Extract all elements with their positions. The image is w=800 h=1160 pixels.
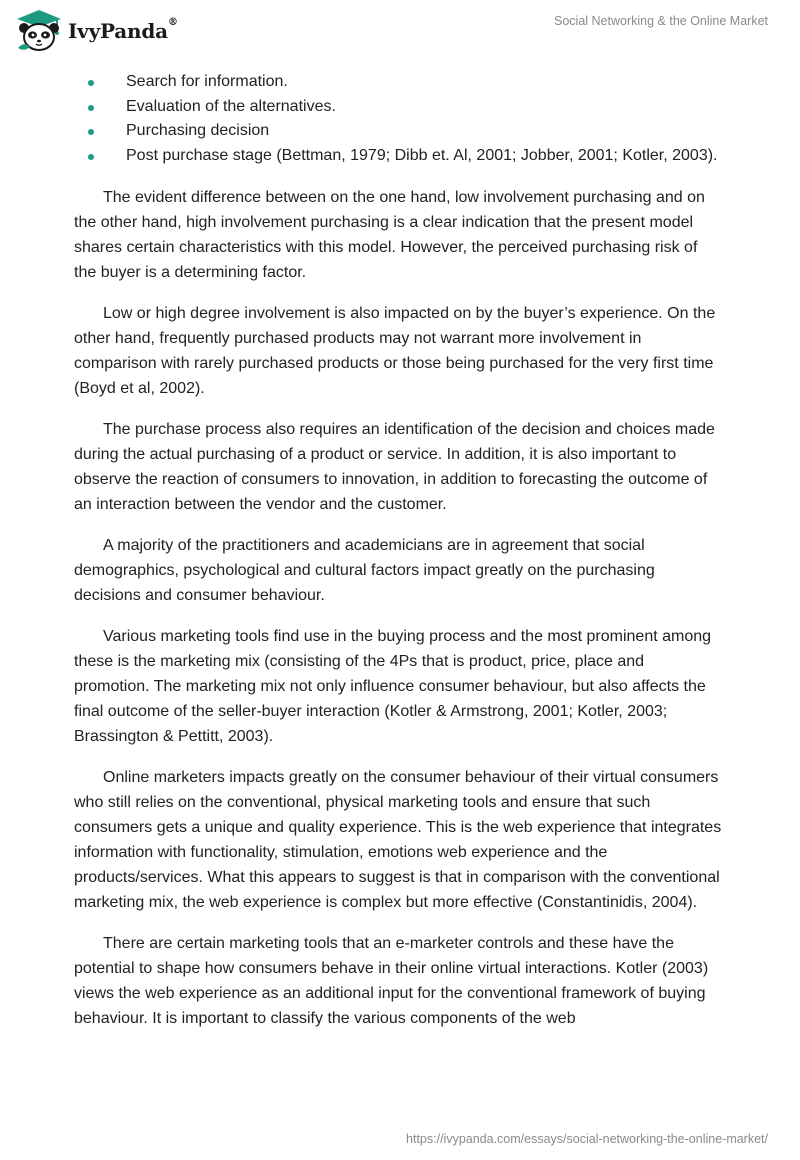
essay-content: [74, 70, 724, 1031]
document-title: Social Networking & the Online Market: [554, 14, 768, 28]
list-item: Search for information.: [74, 70, 724, 95]
ivypanda-logo[interactable]: [14, 8, 178, 54]
list-item: Evaluation of the alternatives.: [74, 95, 724, 120]
list-item: Post purchase stage (Bettman, 1979; Dibb et. Al, 2001; Jobber, 2001; Kotler, 2003).: [74, 144, 724, 169]
list-item: Purchasing decision: [74, 119, 724, 144]
paragraph: Various marketing tools find use in the buying process and the most prominent among these is the marketing mix (consisting of the 4Ps that is product, price, place and promotion. The marketing mix not only influence consumer behaviour, but also affects the final outcome of the seller-buyer interaction (Kotler & Armstrong, 2001; Kotler, 2003; Brassington & Pettitt, 2003).: [74, 628, 712, 745]
panda-graduate-icon: [14, 8, 64, 54]
paragraph: Low or high degree involvement is also impacted on by the buyer’s experience. On the other hand, frequently purchased products may not warrant more involvement in comparison with rarely purchased products or those being purchased for the very first time (Boyd et al, 2002).: [74, 305, 716, 397]
stage-list: [74, 70, 724, 168]
paragraph: The purchase process also requires an identification of the decision and choices made during the actual purchasing of a product or service. In addition, it is also important to observe the reaction of consumers to innovation, in addition to forecasting the outcome of an interaction between the vendor and the customer.: [74, 421, 715, 513]
brand-name: IvyPanda®: [68, 17, 178, 43]
paragraph: A majority of the practitioners and academicians are in agreement that social demographics, psychological and cultural factors impact greatly on the purchasing decisions and consumer behaviour.: [74, 537, 655, 604]
bullet-icon: [88, 80, 94, 86]
paragraph: Online marketers impacts greatly on the consumer behaviour of their virtual consumers who still relies on the conventional, physical marketing tools and ensure that such consumers gets a unique and quality experience. This is the web experience that integrates information with functionality, stimulation, emotions web experience and the products/services. What this appears to suggest is that in comparison with the conventional marketing mix, the web experience is complex but more effective (Constantinidis, 2004).: [74, 769, 722, 911]
paragraph: There are certain marketing tools that an e-marketer controls and these have the potential to shape how consumers behave in their online virtual interactions. Kotler (2003) views the web experience as an additional input for the conventional framework of buying behaviour. It is important to classify the various components of the web: [74, 935, 709, 1027]
page-header: [0, 0, 800, 64]
source-url[interactable]: https://ivypanda.com/essays/social-networking-the-online-market/: [406, 1132, 768, 1146]
bullet-icon: [88, 154, 94, 160]
bullet-icon: [88, 129, 94, 135]
bullet-icon: [88, 105, 94, 111]
paragraph: The evident difference between on the one hand, low involvement purchasing and on the other hand, high involvement purchasing is a clear indication that the present model shares certain characteristics with this model. However, the perceived purchasing risk of the buyer is a determining factor.: [74, 189, 705, 281]
